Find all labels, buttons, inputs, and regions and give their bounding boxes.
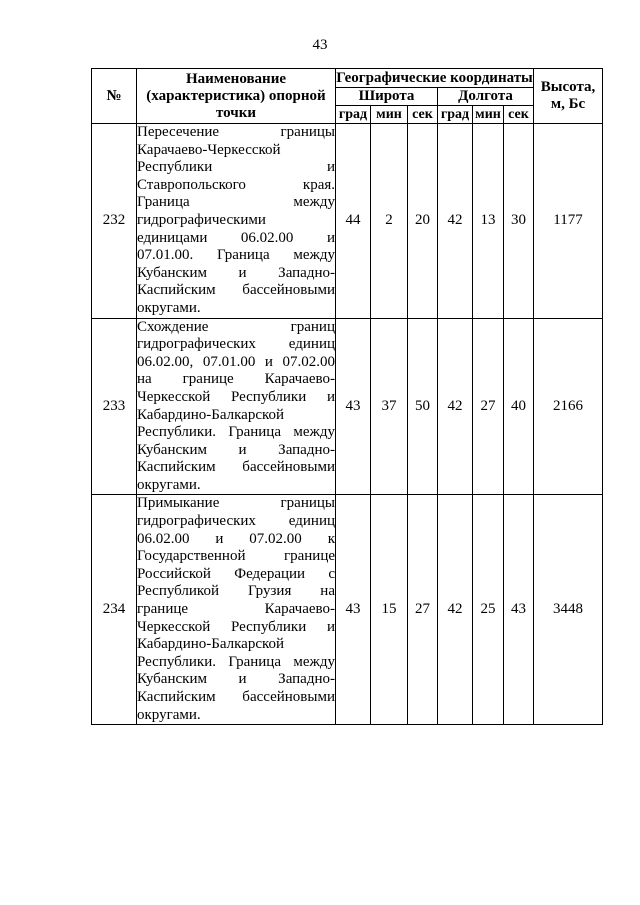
lat-sec: 27 [408, 495, 438, 725]
height-value: 2166 [534, 318, 603, 495]
lat-min: 2 [371, 124, 408, 319]
lat-min: 15 [371, 495, 408, 725]
lat-deg: 43 [336, 495, 371, 725]
row-number: 234 [92, 495, 137, 725]
table-row [92, 124, 603, 319]
header-num: № [92, 69, 137, 124]
lon-sec: 40 [504, 318, 534, 495]
header-lat-deg: град [336, 106, 371, 124]
table-row [92, 318, 603, 495]
header-longitude: Долгота [438, 88, 534, 106]
lat-sec: 20 [408, 124, 438, 319]
row-description: Схождение границ гидрографических единиц 06.02.00, 07.01.00 и 07.02.00 на границе Карачаево-Черкесской Республики и Кабардино-Балкарской Республики. Граница между Кубанским и Западно-Каспийским бассейновыми округами. [137, 318, 336, 495]
lat-sec: 50 [408, 318, 438, 495]
row-description: Пересечение границы Карачаево-Черкесской Республики и Ставропольского края. Граница между гидрографическими единицами 06.02.00 и 07.01.00. Граница между Кубанским и Западно-Каспийским бассейновыми округами. [137, 124, 336, 319]
lon-deg: 42 [438, 124, 473, 319]
header-lat-sec: сек [408, 106, 438, 124]
height-value: 1177 [534, 124, 603, 319]
table-row [92, 495, 603, 725]
lon-min: 25 [473, 495, 504, 725]
header-lon-deg: град [438, 106, 473, 124]
header-height: Высота, м, Бс [534, 69, 603, 124]
header-lat-min: мин [371, 106, 408, 124]
lat-deg: 43 [336, 318, 371, 495]
reference-points-table [91, 68, 603, 725]
header-latitude: Широта [336, 88, 438, 106]
page-number: 43 [312, 37, 328, 53]
header-name: Наименование (характеристика) опорной точки [137, 69, 336, 124]
lon-min: 13 [473, 124, 504, 319]
row-number: 233 [92, 318, 137, 495]
lon-deg: 42 [438, 318, 473, 495]
lat-deg: 44 [336, 124, 371, 319]
header-lon-sec: сек [504, 106, 534, 124]
lat-min: 37 [371, 318, 408, 495]
row-number: 232 [92, 124, 137, 319]
header-lon-min: мин [473, 106, 504, 124]
header-coordinates: Географические координаты [336, 69, 533, 86]
row-description: Примыкание границы гидрографических единиц 06.02.00 и 07.02.00 к Государственной границе Российской Федерации с Республикой Грузия на границе Карачаево-Черкесской Республики и Кабардино-Балкарской Республики. Граница между Кубанским и Западно-Каспийским бассейновыми округами. [137, 495, 336, 725]
lon-deg: 42 [438, 495, 473, 725]
lon-sec: 30 [504, 124, 534, 319]
lon-sec: 43 [504, 495, 534, 725]
height-value: 3448 [534, 495, 603, 725]
lon-min: 27 [473, 318, 504, 495]
